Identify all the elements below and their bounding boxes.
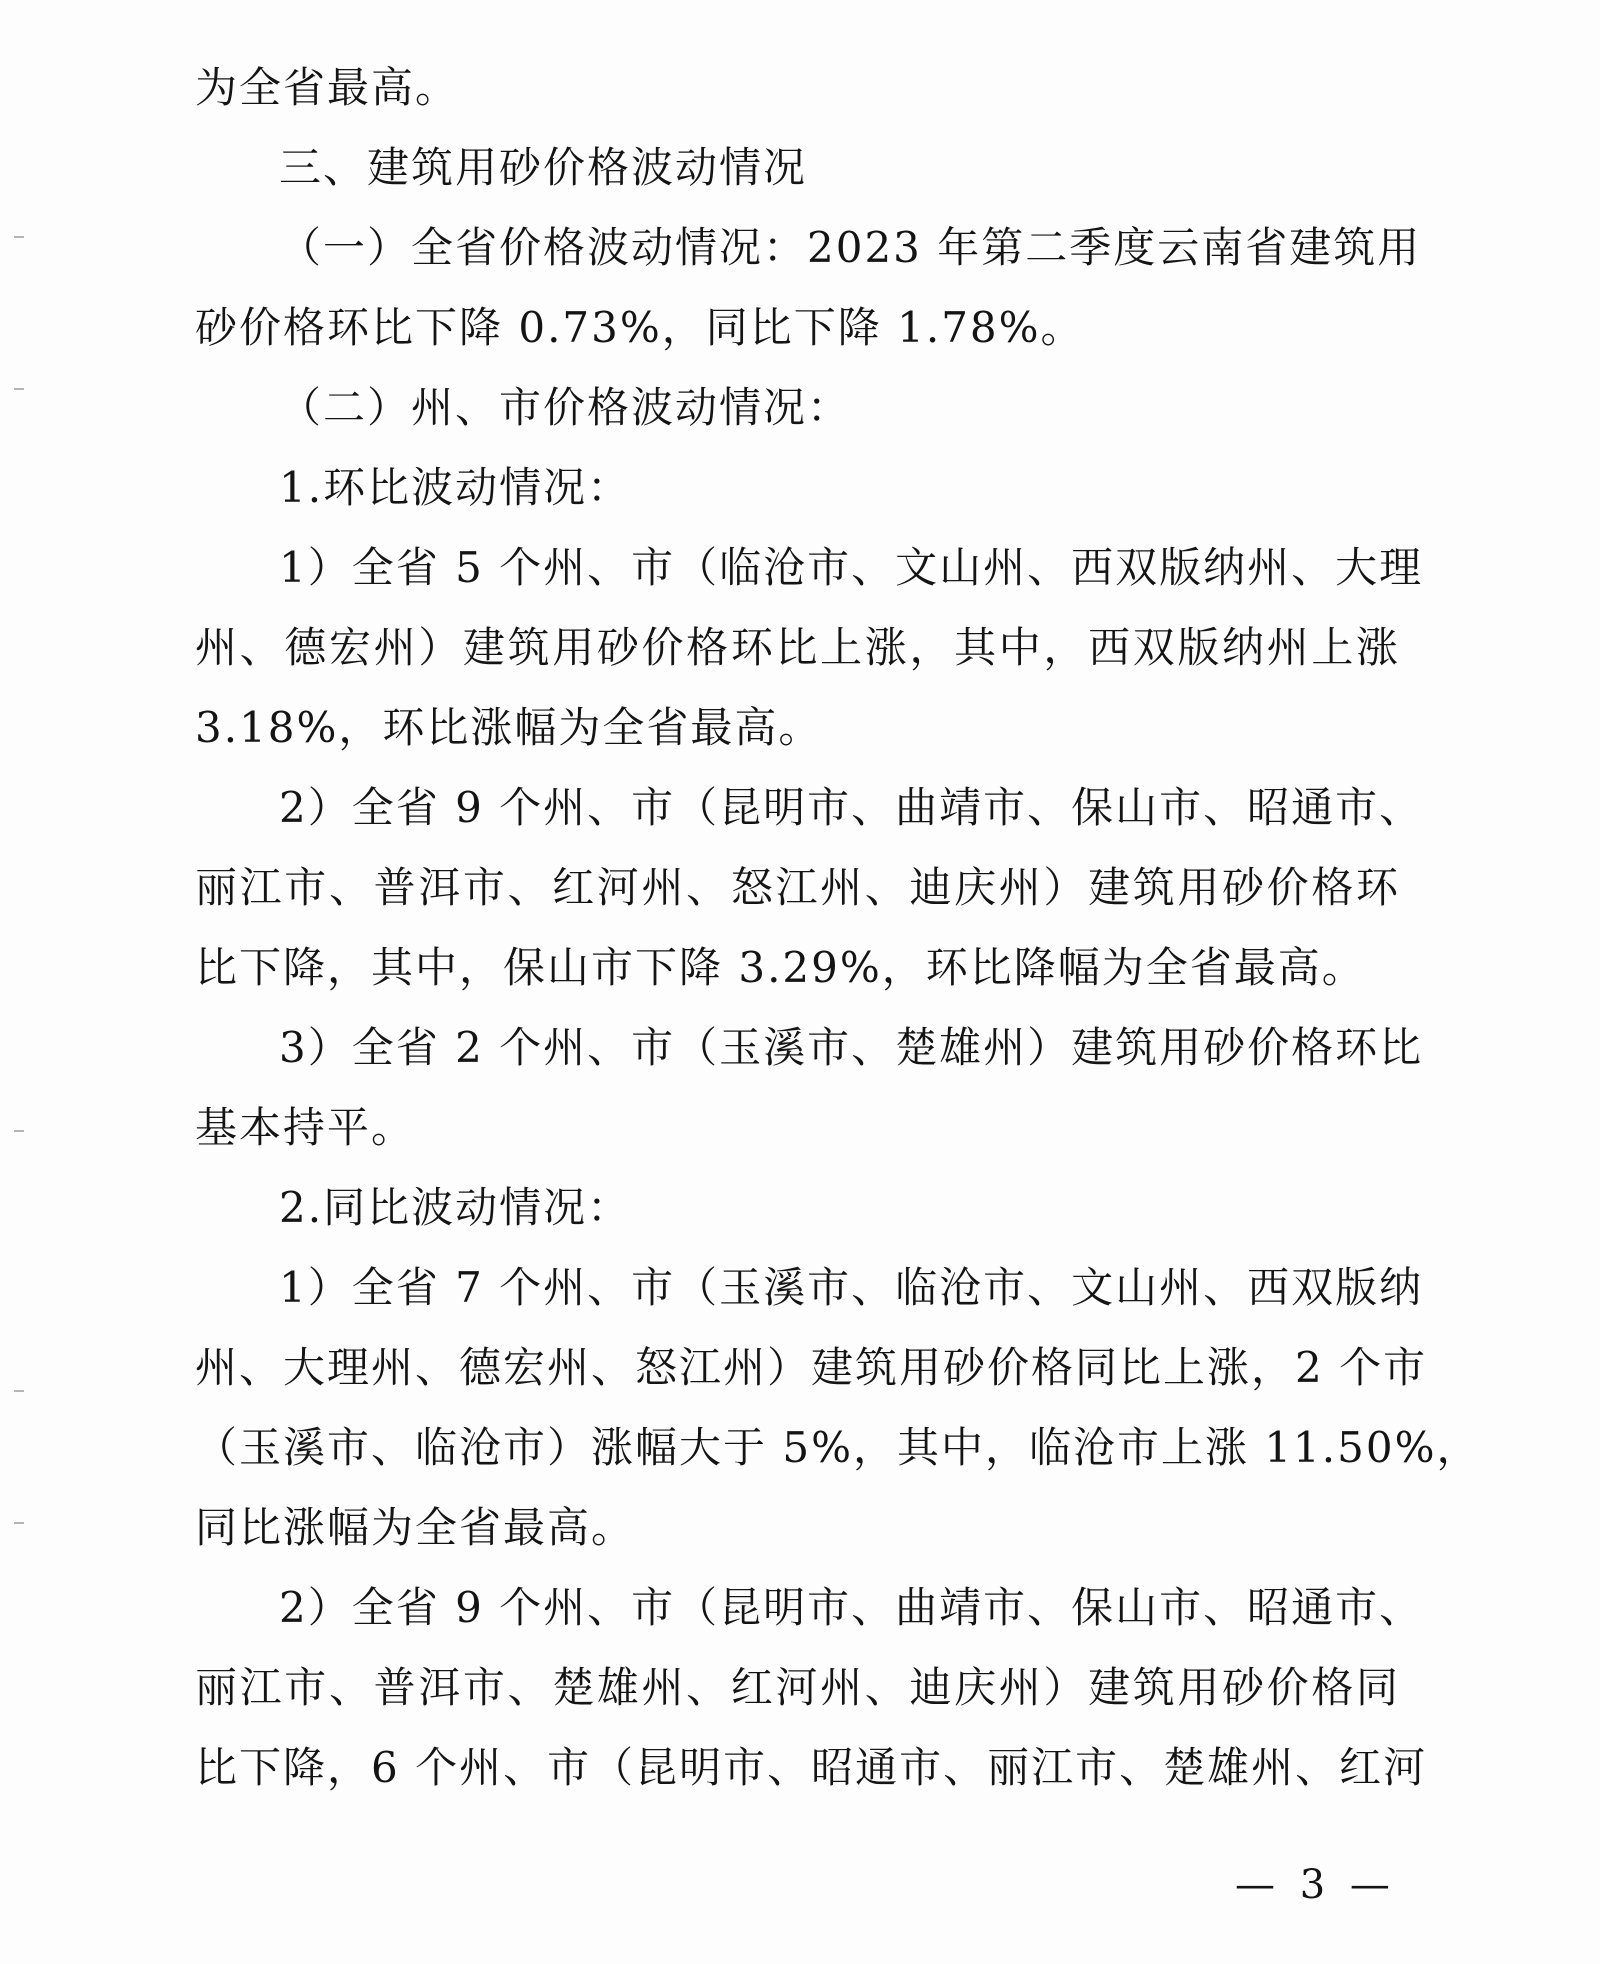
- text-line: 3）全省 2 个州、市（玉溪市、楚雄州）建筑用砂价格环比: [279, 1023, 1424, 1072]
- subsection-heading: 1.环比波动情况：: [279, 463, 632, 512]
- text-line: 2）全省 9 个州、市（昆明市、曲靖市、保山市、昭通市、: [279, 1583, 1424, 1632]
- text-line: 比下降，其中，保山市下降 3.29%，环比降幅为全省最高。: [195, 943, 1366, 992]
- page-number: — 3 —: [1235, 1862, 1396, 1908]
- text-line: 基本持平。: [195, 1103, 416, 1152]
- text-line: 为全省最高。: [195, 63, 460, 112]
- section-heading: 三、建筑用砂价格波动情况: [279, 143, 808, 192]
- text-line: 1）全省 5 个州、市（临沧市、文山州、西双版纳州、大理: [279, 543, 1424, 592]
- text-line: 州、大理州、德宏州、怒江州）建筑用砂价格同比上涨，2 个市: [195, 1343, 1428, 1392]
- text-line: 2）全省 9 个州、市（昆明市、曲靖市、保山市、昭通市、: [279, 783, 1424, 832]
- body-text: [195, 48, 1481, 1808]
- text-line: 同比涨幅为全省最高。: [195, 1503, 636, 1552]
- scan-mark: [14, 1522, 24, 1524]
- text-line: 砂价格环比下降 0.73%，同比下降 1.78%。: [195, 303, 1085, 352]
- text-line: 1）全省 7 个州、市（玉溪市、临沧市、文山州、西双版纳: [279, 1263, 1424, 1312]
- text-line: 比下降，6 个州、市（昆明市、昭通市、丽江市、楚雄州、红河: [195, 1743, 1428, 1792]
- text-line: 州、德宏州）建筑用砂价格环比上涨，其中，西双版纳州上涨: [195, 623, 1400, 672]
- text-line: 丽江市、普洱市、红河州、怒江州、迪庆州）建筑用砂价格环: [195, 863, 1400, 912]
- text-line: 3.18%，环比涨幅为全省最高。: [195, 703, 823, 752]
- subsection-heading: 2.同比波动情况：: [279, 1183, 632, 1232]
- scan-mark: [14, 1390, 24, 1392]
- text-line: （玉溪市、临沧市）涨幅大于 5%，其中，临沧市上涨 11.50%，: [195, 1423, 1481, 1472]
- subsection-heading: （二）州、市价格波动情况：: [279, 383, 852, 432]
- scan-mark: [14, 1130, 24, 1132]
- scan-mark: [14, 388, 24, 390]
- scan-mark: [14, 236, 24, 238]
- text-line: 丽江市、普洱市、楚雄州、红河州、迪庆州）建筑用砂价格同: [195, 1663, 1400, 1712]
- text-line: （一）全省价格波动情况：2023 年第二季度云南省建筑用: [279, 223, 1422, 272]
